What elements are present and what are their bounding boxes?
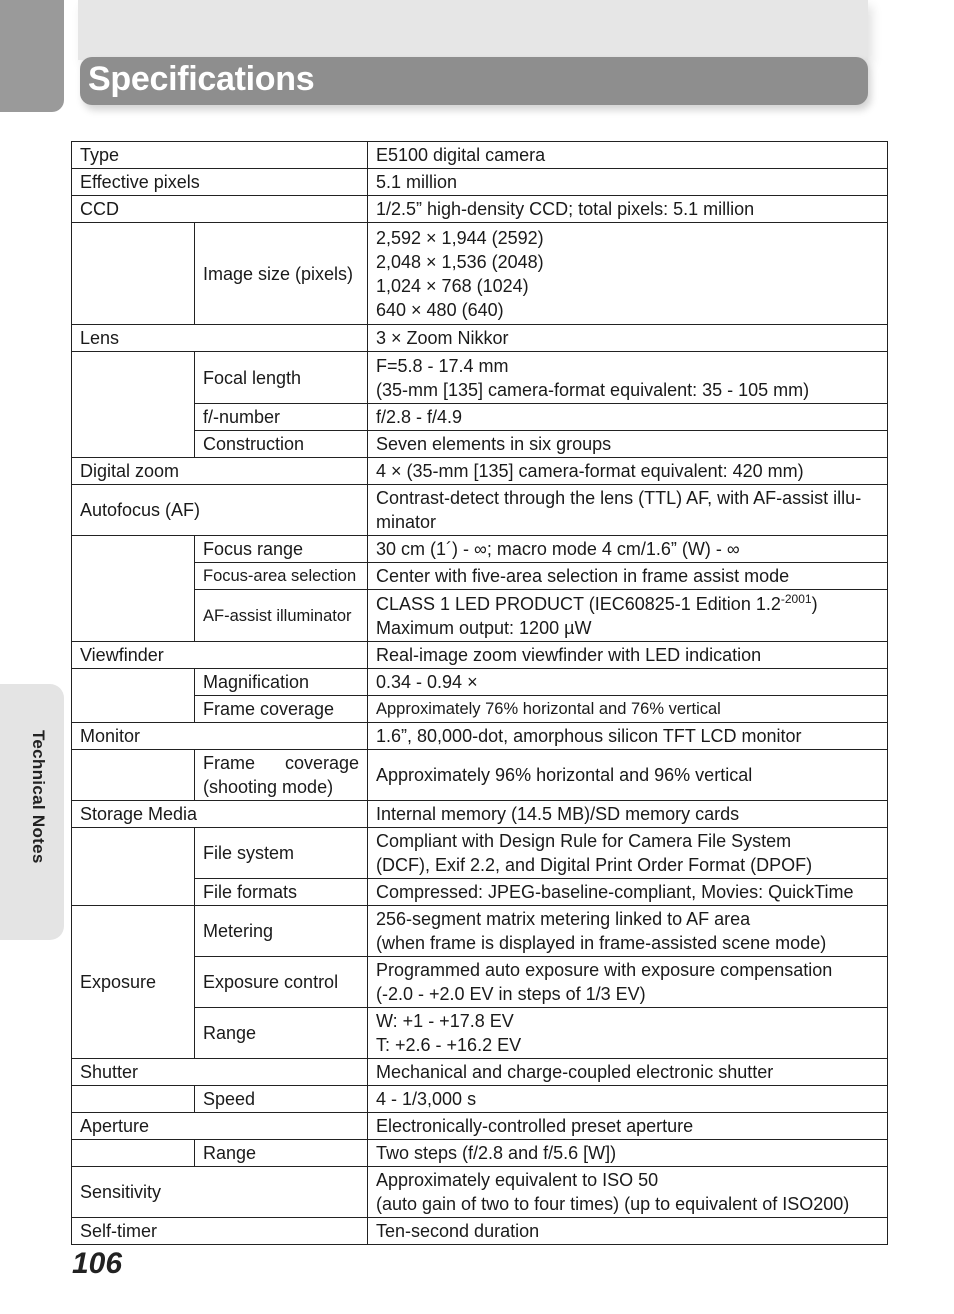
value-line: (when frame is displayed in frame-assisted scene mode): [376, 933, 827, 953]
row-label: Monitor: [72, 723, 368, 750]
value-line: 256-segment matrix metering linked to AF area: [376, 909, 751, 929]
row-value: Ten-second duration: [368, 1218, 888, 1245]
value-line: (DCF), Exif 2.2, and Digital Print Order Format (DPOF): [376, 855, 813, 875]
row-value: Internal memory (14.5 MB)/SD memory cards: [368, 801, 888, 828]
value-line: T: +2.6 - +16.2 EV: [376, 1035, 522, 1055]
row-value: f/2.8 - f/4.9: [368, 404, 888, 431]
row-label: Self-timer: [72, 1218, 368, 1245]
row-label: CCD: [72, 196, 368, 223]
table-row: [72, 906, 888, 957]
value-line: F=5.8 - 17.4 mm: [376, 355, 509, 376]
table-row: [72, 957, 888, 1008]
row-value: Approximately 96% horizontal and 96% vertical: [368, 750, 888, 801]
row-label: [195, 750, 368, 801]
row-value: [368, 957, 888, 1008]
corner-tab: [0, 0, 64, 112]
row-value: [368, 828, 888, 879]
row-value: 4 × (35-mm [135] camera-format equivalent: 420 mm): [368, 458, 888, 485]
label-word: coverage: [284, 753, 359, 773]
table-row: [72, 590, 888, 642]
table-row: [72, 142, 888, 169]
table-row: [72, 325, 888, 352]
row-label: Speed: [195, 1086, 368, 1113]
row-label: Frame coverage: [195, 696, 368, 723]
row-label: Range: [195, 1140, 368, 1167]
empty-cell: [72, 750, 195, 801]
row-label: Metering: [195, 906, 368, 957]
row-label: File system: [195, 828, 368, 879]
label-word: Frame: [203, 753, 256, 773]
row-value: Compressed: JPEG-baseline-compliant, Movies: QuickTime: [368, 879, 888, 906]
row-value: [368, 352, 888, 404]
table-row: [72, 1008, 888, 1059]
value-line: 640 × 480 (640): [376, 299, 504, 320]
row-value: E5100 digital camera: [368, 142, 888, 169]
row-label: Sensitivity: [72, 1167, 368, 1218]
row-value: Approximately 76% horizontal and 76% vertical: [368, 696, 888, 723]
table-row: [72, 696, 888, 723]
value-superscript: -2001: [780, 591, 812, 606]
table-row: [72, 1140, 888, 1167]
row-value: Center with five-area selection in frame assist mode: [368, 563, 888, 590]
value-line: (35-mm [135] camera-format equivalent: 35 - 105 mm): [376, 379, 810, 400]
row-label: Shutter: [72, 1059, 368, 1086]
empty-cell: [72, 1140, 195, 1167]
table-row: [72, 642, 888, 669]
row-value: [368, 485, 888, 536]
row-value: [368, 590, 888, 642]
row-label: Magnification: [195, 669, 368, 696]
value-line: 2,592 × 1,944 (2592): [376, 227, 544, 248]
table-row: [72, 223, 888, 325]
value-line: W: +1 - +17.8 EV: [376, 1011, 514, 1031]
row-value: 3 × Zoom Nikkor: [368, 325, 888, 352]
row-value: Seven elements in six groups: [368, 431, 888, 458]
value-line: 1,024 × 768 (1024): [376, 275, 529, 296]
row-value: [368, 1167, 888, 1218]
table-row: [72, 1218, 888, 1245]
row-label: Aperture: [72, 1113, 368, 1140]
row-label: Lens: [72, 325, 368, 352]
row-value: [368, 223, 888, 325]
row-label: Focus range: [195, 536, 368, 563]
value-line: Approximately equivalent to ISO 50: [376, 1170, 659, 1190]
table-row: [72, 669, 888, 696]
row-value: 0.34 - 0.94 ×: [368, 669, 888, 696]
table-row: [72, 801, 888, 828]
value-line: [376, 592, 879, 616]
table-row: [72, 1167, 888, 1218]
label-line: [203, 751, 359, 775]
row-value: 4 - 1/3,000 s: [368, 1086, 888, 1113]
table-row: [72, 431, 888, 458]
row-label: Range: [195, 1008, 368, 1059]
empty-cell: [72, 352, 195, 458]
row-label: Type: [72, 142, 368, 169]
row-value: [368, 1008, 888, 1059]
table-row: [72, 879, 888, 906]
table-row: [72, 352, 888, 404]
row-value: Mechanical and charge-coupled electronic shutter: [368, 1059, 888, 1086]
table-row: [72, 828, 888, 879]
row-label: AF-assist illuminator: [195, 590, 368, 642]
row-label: Focus-area selection: [195, 563, 368, 590]
table-row: [72, 485, 888, 536]
value-line: (-2.0 - +2.0 EV in steps of 1/3 EV): [376, 984, 646, 1004]
row-value: Two steps (f/2.8 and f/5.6 [W]): [368, 1140, 888, 1167]
value-line: minator: [376, 512, 437, 532]
value-line: Contrast-detect through the lens (TTL) AF, with AF-assist illu-: [376, 488, 862, 508]
empty-cell: [72, 536, 195, 642]
specifications-table: [71, 141, 888, 1245]
row-label: Storage Media: [72, 801, 368, 828]
section-side-tab: [0, 684, 64, 940]
value-line: Programmed auto exposure with exposure compensation: [376, 960, 833, 980]
row-label: Exposure: [72, 906, 195, 1059]
header-background: [78, 0, 868, 60]
page-title: Specifications: [88, 60, 315, 98]
row-label: Image size (pixels): [195, 223, 368, 325]
value-line: (auto gain of two to four times) (up to equivalent of ISO200): [376, 1194, 850, 1214]
value-line: 2,048 × 1,536 (2048): [376, 251, 544, 272]
empty-cell: [72, 828, 195, 906]
table-row: [72, 536, 888, 563]
table-row: [72, 404, 888, 431]
table-row: [72, 1086, 888, 1113]
value-line: Maximum output: 1200 µW: [376, 617, 592, 638]
value-text: CLASS 1 LED PRODUCT (IEC60825-1 Edition 1.2: [376, 593, 781, 614]
row-value: 5.1 million: [368, 169, 888, 196]
row-value: 1/2.5” high-density CCD; total pixels: 5.1 million: [368, 196, 888, 223]
table-row: [72, 1113, 888, 1140]
empty-cell: [72, 223, 195, 325]
page-number: 106: [72, 1247, 123, 1280]
row-label: Digital zoom: [72, 458, 368, 485]
table-row: [72, 750, 888, 801]
value-line: Compliant with Design Rule for Camera File System: [376, 831, 792, 851]
row-label: File formats: [195, 879, 368, 906]
row-label: Exposure control: [195, 957, 368, 1008]
row-value: [368, 906, 888, 957]
table-row: [72, 169, 888, 196]
table-row: [72, 1059, 888, 1086]
table-row: [72, 563, 888, 590]
row-label: Construction: [195, 431, 368, 458]
title-bar: [80, 57, 868, 105]
row-label: Viewfinder: [72, 642, 368, 669]
label-line: (shooting mode): [203, 777, 334, 797]
empty-cell: [72, 1086, 195, 1113]
row-label: f/-number: [195, 404, 368, 431]
empty-cell: [72, 669, 195, 723]
table-row: [72, 196, 888, 223]
row-value: 30 cm (1´) - ∞; macro mode 4 cm/1.6” (W) - ∞: [368, 536, 888, 563]
table-row: [72, 723, 888, 750]
table-row: [72, 458, 888, 485]
value-text: ): [811, 593, 818, 614]
row-label: Focal length: [195, 352, 368, 404]
section-label: Technical Notes: [29, 730, 48, 864]
row-label: Effective pixels: [72, 169, 368, 196]
row-value: Real-image zoom viewfinder with LED indication: [368, 642, 888, 669]
row-label: Autofocus (AF): [72, 485, 368, 536]
row-value: 1.6”, 80,000-dot, amorphous silicon TFT LCD monitor: [368, 723, 888, 750]
row-value: Electronically-controlled preset aperture: [368, 1113, 888, 1140]
